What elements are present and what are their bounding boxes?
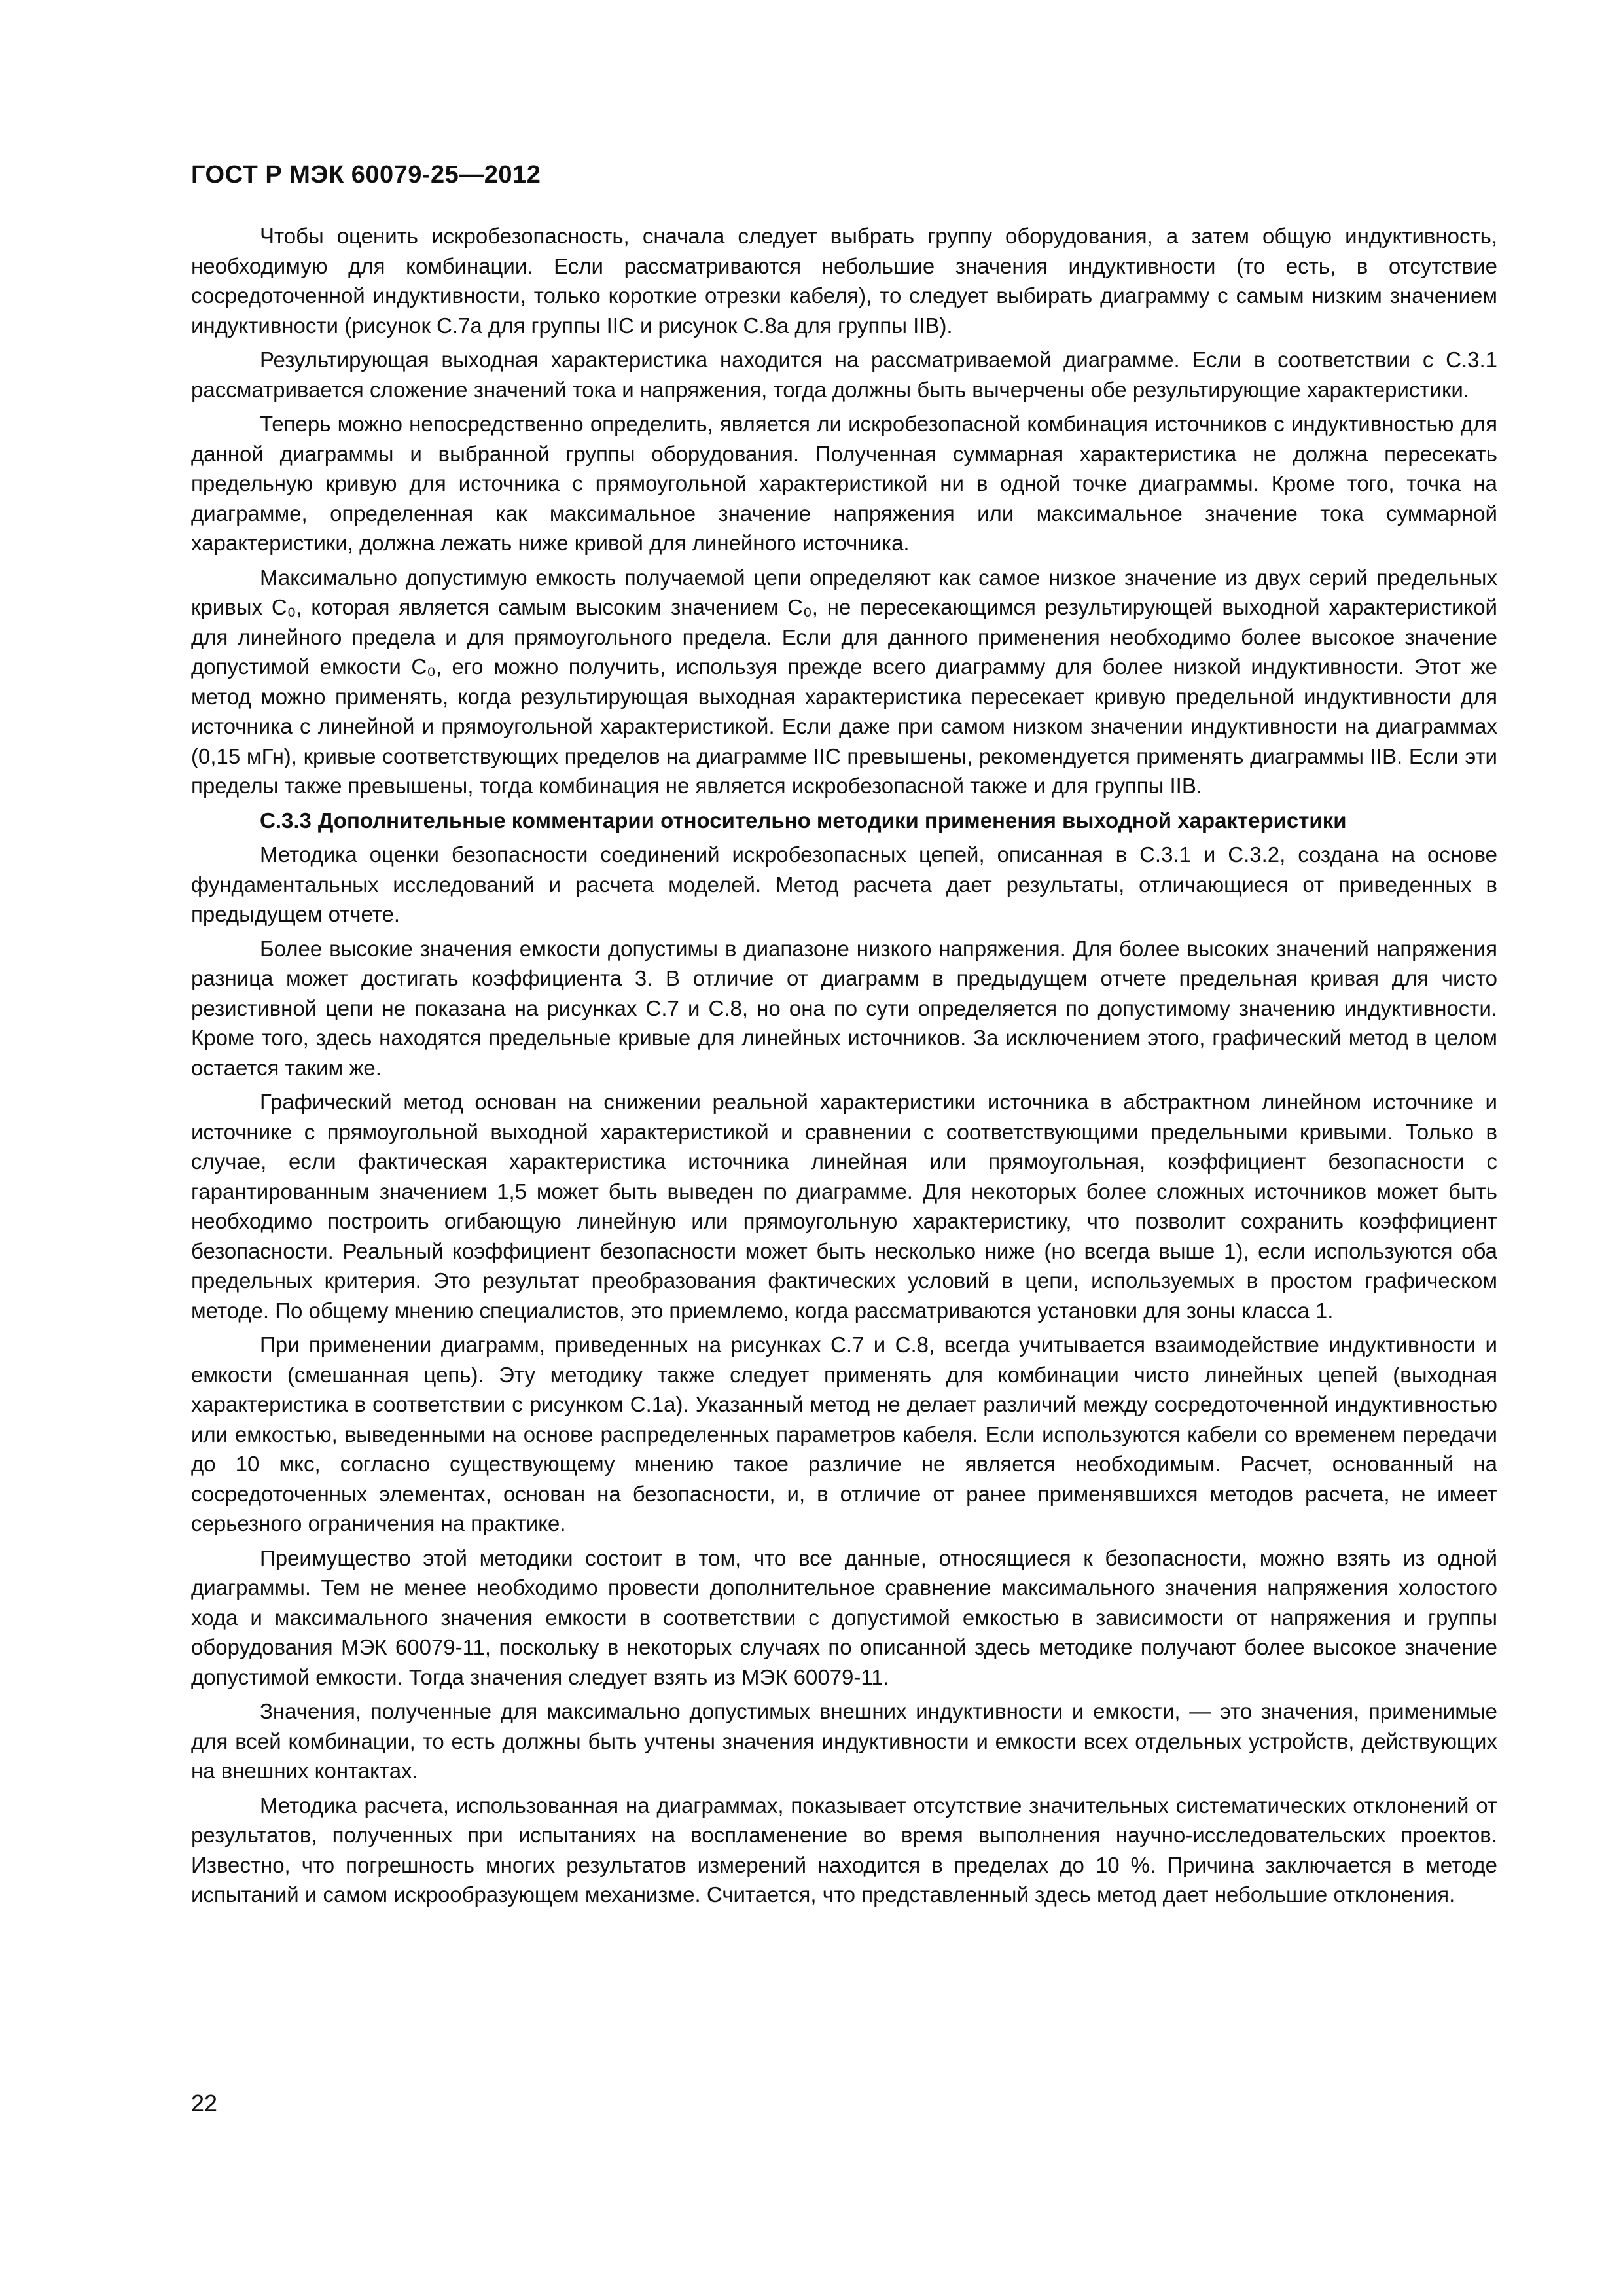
- paragraph: Чтобы оценить искробезопасность, сначала следует выбрать группу оборудования, а затем общую индуктивность, необходимую для комбинации. Если рассматриваются небольшие значения индуктивности (то есть, в отсутствие сосредоточенной индуктивности, только короткие отрезки кабеля), то следует выбирать диаграмму с самым низким значением индуктивности (рисунок С.7а для группы IIC и рисунок С.8а для группы IIB).: [191, 224, 1497, 338]
- paragraph: Методика оценки безопасности соединений искробезопасных цепей, описанная в С.3.1 и С.3.2, создана на основе фундаментальных исследований и расчета моделей. Метод расчета дает результаты, отличающиеся от приведенных в предыдущем отчете.: [191, 842, 1497, 926]
- paragraph: При применении диаграмм, приведенных на рисунках С.7 и С.8, всегда учитывается взаимодействие индуктивности и емкости (смешанная цепь). Эту методику также следует применять для комбинации чисто линейных цепей (выходная характеристика в соответствии с рисунком С.1а). Указанный метод не делает различий между сосредоточенной индуктивностью или емкостью, выведенными на основе распределенных параметров кабеля. Если используются кабели со временем передачи до 10 мкс, согласно существующему мнению такое различие не является необходимым. Расчет, основанный на сосредоточенных элементах, основан на безопасности, и, в отличие от ранее применявшихся методов расчета, не имеет серьезного ограничения на практике.: [191, 1333, 1497, 1535]
- paragraph: Преимущество этой методики состоит в том, что все данные, относящиеся к безопасности, можно взять из одной диаграммы. Тем не менее необходимо провести дополнительное сравнение максимального значения напряжения холостого хода и максимального значения емкости в соответствии с допустимой емкостью в зависимости от напряжения и группы оборудования МЭК 60079-11, поскольку в некоторых случаях по описанной здесь методике получают более высокое значение допустимой емкости. Тогда значения следует взять из МЭК 60079-11.: [191, 1545, 1497, 1689]
- paragraph: Методика расчета, использованная на диаграммах, показывает отсутствие значительных систематических отклонений от результатов, полученных при испытаниях на воспламенение во время выполнения научно-исследовательских проектов. Известно, что погрешность многих результатов измерений находится в пределах до 10 %. Причина заключается в методе испытаний и самом искрообразующем механизме. Считается, что представленный здесь метод дает небольшие отклонения.: [191, 1793, 1497, 1907]
- document-body: [191, 221, 1497, 1914]
- paragraph: Значения, полученные для максимально допустимых внешних индуктивности и емкости, — это значения, применимые для всей комбинации, то есть должны быть учтены значения индуктивности и емкости всех отдельных устройств, действующих на внешних контактах.: [191, 1699, 1497, 1783]
- paragraph: Результирующая выходная характеристика находится на рассматриваемой диаграмме. Если в соответствии с С.3.1 рассматривается сложение значений тока и напряжения, тогда должны быть вычерчены обе результирующие характеристики.: [191, 348, 1497, 402]
- page-number: 22: [191, 2090, 218, 2117]
- document-header: ГОСТ Р МЭК 60079-25—2012: [191, 161, 541, 188]
- subsection-title: Дополнительные комментарии относительно методики применения выходной характеристики: [317, 808, 1347, 833]
- subsection-heading: [191, 806, 1497, 836]
- paragraph: Более высокие значения емкости допустимы в диапазоне низкого напряжения. Для более высоких значений напряжения разница может достигать коэффициента 3. В отличие от диаграмм в предыдущем отчете предельная кривая для чисто резистивной цепи не показана на рисунках С.7 и С.8, но она по сути определяется по допустимому значению индуктивности. Кроме того, здесь находятся предельные кривые для линейных источников. За исключением этого, графический метод в целом остается таким же.: [191, 936, 1497, 1080]
- subsection-number: С.3.3: [260, 808, 312, 833]
- paragraph: Графический метод основан на снижении реальной характеристики источника в абстрактном линейном источнике и источнике с прямоугольной выходной характеристикой и сравнении с соответствующими предельными кривыми. Только в случае, если фактическая характеристика источника линейная или прямоугольная, коэффициент безопасности с гарантированным значением 1,5 может быть выведен по диаграмме. Для некоторых более сложных источников может быть необходимо построить огибающую линейную или прямоугольную характеристику, что позволит сохранить коэффициент безопасности. Реальный коэффициент безопасности может быть несколько ниже (но всегда выше 1), если используются оба предельных критерия. Это результат преобразования фактических условий в цепи, используемых в простом графическом методе. По общему мнению специалистов, это приемлемо, когда рассматриваются установки для зоны класса 1.: [191, 1090, 1497, 1323]
- paragraph: Теперь можно непосредственно определить, является ли искробезопасной комбинация источников с индуктивностью для данной диаграммы и выбранной группы оборудования. Полученная суммарная характеристика не должна пересекать предельную кривую для источника с прямоугольной характеристикой ни в одной точке диаграммы. Кроме того, точка на диаграмме, определенная как максимальное значение напряжения или максимальное значение тока суммарной характеристики, должна лежать ниже кривой для линейного источника.: [191, 412, 1497, 555]
- paragraph: Максимально допустимую емкость получаемой цепи определяют как самое низкое значение из двух серий предельных кривых C₀, которая является самым высоким значением C₀, не пересекающимся результирующей выходной характеристикой для линейного предела и для прямоугольного предела. Если для данного применения необходимо более высокое значение допустимой емкости C₀, его можно получить, используя прежде всего диаграмму для более низкой индуктивности. Этот же метод можно применять, когда результирующая выходная характеристика пересекает кривую предельной индуктивности для источника с линейной и прямоугольной характеристикой. Если даже при самом низком значении индуктивности на диаграммах (0,15 мГн), кривые соответствующих пределов на диаграмме IIC превышены, рекомендуется применять диаграммы IIB. Если эти пределы также превышены, тогда комбинация не является искробезопасной также и для группы IIB.: [191, 565, 1497, 798]
